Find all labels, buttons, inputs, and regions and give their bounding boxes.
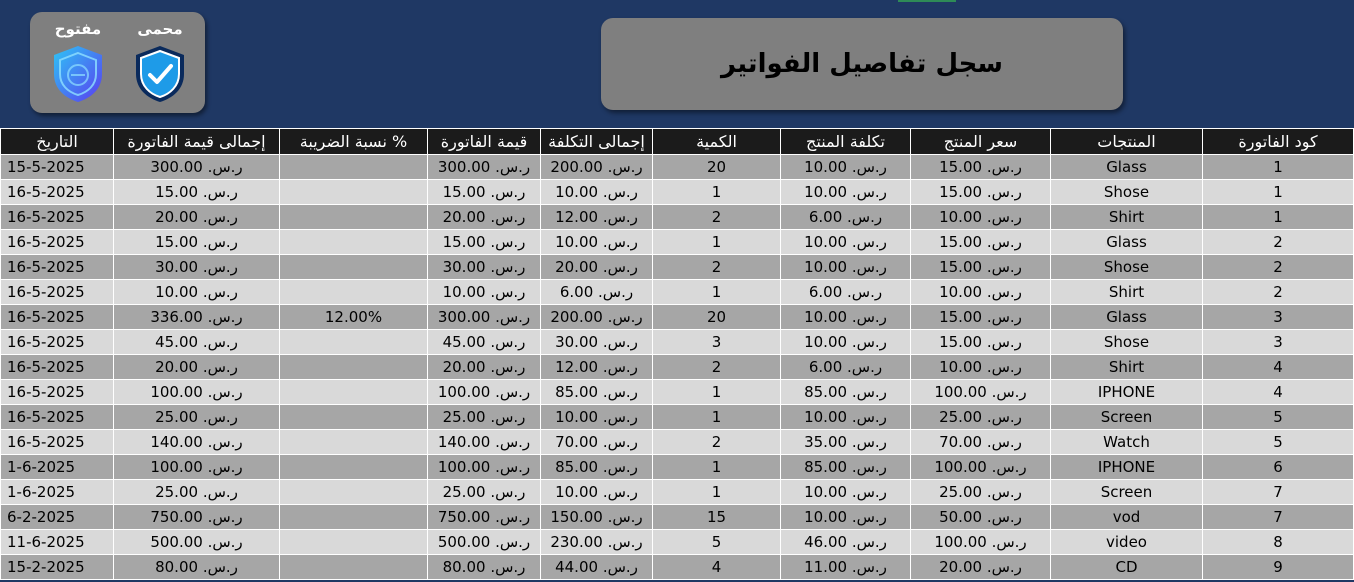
product-cost-cell[interactable]: ر.س. 10.00	[781, 305, 911, 330]
total-cost-cell[interactable]: ر.س. 70.00	[541, 430, 653, 455]
table-header-row	[1, 129, 1354, 155]
date-cell[interactable]: 16-5-2025	[1, 355, 114, 380]
quantity-cell[interactable]: 3	[653, 330, 781, 355]
date-cell[interactable]: 16-5-2025	[1, 255, 114, 280]
grand-total-cell[interactable]: ر.س. 500.00	[114, 530, 280, 555]
column-header-product-cost[interactable]: تكلفة المنتج	[781, 129, 911, 155]
invoice-value-cell[interactable]: ر.س. 30.00	[428, 255, 541, 280]
invoice-code-cell[interactable]: 5	[1203, 430, 1354, 455]
product-price-cell[interactable]: ر.س. 10.00	[911, 355, 1051, 380]
invoice-value-cell[interactable]: ر.س. 45.00	[428, 330, 541, 355]
invoice-code-cell[interactable]: 8	[1203, 530, 1354, 555]
date-cell[interactable]: 16-5-2025	[1, 430, 114, 455]
product-cell[interactable]: Shose	[1051, 330, 1203, 355]
date-cell[interactable]: 16-5-2025	[1, 205, 114, 230]
grand-total-cell[interactable]: ر.س. 336.00	[114, 305, 280, 330]
product-cost-cell[interactable]: ر.س. 6.00	[781, 280, 911, 305]
date-cell[interactable]: 1-6-2025	[1, 455, 114, 480]
product-cell[interactable]: Glass	[1051, 230, 1203, 255]
product-cell[interactable]: Shose	[1051, 255, 1203, 280]
total-cost-cell[interactable]: ر.س. 6.00	[541, 280, 653, 305]
table-row	[1, 405, 1354, 430]
table-row	[1, 205, 1354, 230]
table-row	[1, 355, 1354, 380]
quantity-cell[interactable]: 1	[653, 230, 781, 255]
quantity-cell[interactable]: 2	[653, 205, 781, 230]
date-cell[interactable]: 16-5-2025	[1, 405, 114, 430]
invoice-value-cell[interactable]: ر.س. 80.00	[428, 555, 541, 580]
protection-panel	[30, 12, 205, 113]
quantity-cell[interactable]: 15	[653, 505, 781, 530]
tax-rate-cell[interactable]	[280, 180, 428, 205]
product-cell[interactable]: Watch	[1051, 430, 1203, 455]
invoice-code-cell[interactable]: 4	[1203, 355, 1354, 380]
tax-rate-cell[interactable]	[280, 230, 428, 255]
invoice-value-cell[interactable]: ر.س. 100.00	[428, 380, 541, 405]
product-cost-cell[interactable]: ر.س. 85.00	[781, 380, 911, 405]
grand-total-cell[interactable]: ر.س. 750.00	[114, 505, 280, 530]
total-cost-cell[interactable]: ر.س. 200.00	[541, 155, 653, 180]
product-price-cell[interactable]: ر.س. 15.00	[911, 305, 1051, 330]
product-cell[interactable]: IPHONE	[1051, 455, 1203, 480]
product-price-cell[interactable]: ر.س. 15.00	[911, 155, 1051, 180]
column-header-tax-rate[interactable]: نسبة الضريبة %	[280, 129, 428, 155]
invoice-code-cell[interactable]: 7	[1203, 505, 1354, 530]
product-cost-cell[interactable]: ر.س. 10.00	[781, 480, 911, 505]
table-row	[1, 230, 1354, 255]
invoice-code-cell[interactable]: 3	[1203, 305, 1354, 330]
quantity-cell[interactable]: 1	[653, 405, 781, 430]
table-row	[1, 505, 1354, 530]
total-cost-cell[interactable]: ر.س. 10.00	[541, 480, 653, 505]
date-cell[interactable]: 15-2-2025	[1, 555, 114, 580]
invoice-code-cell[interactable]: 5	[1203, 405, 1354, 430]
invoice-value-cell[interactable]: ر.س. 20.00	[428, 205, 541, 230]
total-cost-cell[interactable]: ر.س. 200.00	[541, 305, 653, 330]
product-cost-cell[interactable]: ر.س. 10.00	[781, 505, 911, 530]
quantity-cell[interactable]: 2	[653, 255, 781, 280]
total-cost-cell[interactable]: ر.س. 150.00	[541, 505, 653, 530]
grand-total-cell[interactable]: ر.س. 15.00	[114, 180, 280, 205]
product-cost-cell[interactable]: ر.س. 10.00	[781, 255, 911, 280]
invoice-value-cell[interactable]: ر.س. 300.00	[428, 155, 541, 180]
table-row	[1, 430, 1354, 455]
invoice-code-cell[interactable]: 1	[1203, 155, 1354, 180]
product-cost-cell[interactable]: ر.س. 10.00	[781, 230, 911, 255]
product-cost-cell[interactable]: ر.س. 10.00	[781, 180, 911, 205]
quantity-cell[interactable]: 1	[653, 380, 781, 405]
grand-total-cell[interactable]: ر.س. 25.00	[114, 480, 280, 505]
tax-rate-cell[interactable]	[280, 155, 428, 180]
total-cost-cell[interactable]: ر.س. 44.00	[541, 555, 653, 580]
table-row	[1, 455, 1354, 480]
product-cost-cell[interactable]: ر.س. 11.00	[781, 555, 911, 580]
date-cell[interactable]: 1-6-2025	[1, 480, 114, 505]
invoice-value-cell[interactable]: ر.س. 750.00	[428, 505, 541, 530]
product-price-cell[interactable]: ر.س. 100.00	[911, 455, 1051, 480]
column-header-quantity[interactable]: الكمية	[653, 129, 781, 155]
column-header-date[interactable]: التاريخ	[1, 129, 114, 155]
invoice-code-cell[interactable]: 9	[1203, 555, 1354, 580]
top-accent-line	[898, 0, 956, 2]
grand-total-cell[interactable]: ر.س. 30.00	[114, 255, 280, 280]
date-cell[interactable]: 16-5-2025	[1, 230, 114, 255]
column-header-invoice-value[interactable]: قيمة الفاتورة	[428, 129, 541, 155]
page-title: سجل تفاصيل الفواتير	[601, 18, 1123, 110]
table-row	[1, 530, 1354, 555]
product-price-cell[interactable]: ر.س. 10.00	[911, 280, 1051, 305]
product-price-cell[interactable]: ر.س. 70.00	[911, 430, 1051, 455]
quantity-cell[interactable]: 1	[653, 455, 781, 480]
tax-rate-cell[interactable]: 12.00%	[280, 305, 428, 330]
product-cell[interactable]: Glass	[1051, 155, 1203, 180]
date-cell[interactable]: 11-6-2025	[1, 530, 114, 555]
column-header-grand-total[interactable]: إجمالى قيمة الفاتورة	[114, 129, 280, 155]
quantity-cell[interactable]: 2	[653, 430, 781, 455]
product-cost-cell[interactable]: ر.س. 85.00	[781, 455, 911, 480]
tax-rate-cell[interactable]	[280, 530, 428, 555]
grand-total-cell[interactable]: ر.س. 300.00	[114, 155, 280, 180]
quantity-cell[interactable]: 1	[653, 180, 781, 205]
product-cost-cell[interactable]: ر.س. 35.00	[781, 430, 911, 455]
product-cell[interactable]: vod	[1051, 505, 1203, 530]
product-price-cell[interactable]: ر.س. 15.00	[911, 330, 1051, 355]
protect-sheet-button[interactable]	[125, 18, 195, 104]
invoice-value-cell[interactable]: ر.س. 15.00	[428, 180, 541, 205]
tax-rate-cell[interactable]	[280, 280, 428, 305]
quantity-cell[interactable]: 20	[653, 305, 781, 330]
product-cell[interactable]: Glass	[1051, 305, 1203, 330]
product-price-cell[interactable]: ر.س. 25.00	[911, 405, 1051, 430]
invoice-value-cell[interactable]: ر.س. 25.00	[428, 405, 541, 430]
total-cost-cell[interactable]: ر.س. 85.00	[541, 455, 653, 480]
tax-rate-cell[interactable]	[280, 380, 428, 405]
protected-label: محمى	[137, 20, 183, 38]
table-row	[1, 155, 1354, 180]
invoice-code-cell[interactable]: 2	[1203, 280, 1354, 305]
tax-rate-cell[interactable]	[280, 405, 428, 430]
table-row	[1, 180, 1354, 205]
total-cost-cell[interactable]: ر.س. 85.00	[541, 380, 653, 405]
product-cell[interactable]: CD	[1051, 555, 1203, 580]
product-cell[interactable]: Screen	[1051, 405, 1203, 430]
product-price-cell[interactable]: ر.س. 15.00	[911, 180, 1051, 205]
quantity-cell[interactable]: 1	[653, 480, 781, 505]
tax-rate-cell[interactable]	[280, 255, 428, 280]
total-cost-cell[interactable]: ر.س. 12.00	[541, 205, 653, 230]
grand-total-cell[interactable]: ر.س. 100.00	[114, 380, 280, 405]
invoice-code-cell[interactable]: 3	[1203, 330, 1354, 355]
column-header-products[interactable]: المنتجات	[1051, 129, 1203, 155]
invoice-value-cell[interactable]: ر.س. 15.00	[428, 230, 541, 255]
invoice-code-cell[interactable]: 7	[1203, 480, 1354, 505]
product-cost-cell[interactable]: ر.س. 6.00	[781, 205, 911, 230]
column-header-total-cost[interactable]: إجمالى التكلفة	[541, 129, 653, 155]
invoice-code-cell[interactable]: 1	[1203, 205, 1354, 230]
tax-rate-cell[interactable]	[280, 330, 428, 355]
invoices-table	[0, 128, 1354, 580]
grand-total-cell[interactable]: ر.س. 100.00	[114, 455, 280, 480]
product-price-cell[interactable]: ر.س. 20.00	[911, 555, 1051, 580]
total-cost-cell[interactable]: ر.س. 10.00	[541, 405, 653, 430]
invoice-value-cell[interactable]: ر.س. 140.00	[428, 430, 541, 455]
grand-total-cell[interactable]: ر.س. 20.00	[114, 355, 280, 380]
quantity-cell[interactable]: 5	[653, 530, 781, 555]
product-cost-cell[interactable]: ر.س. 46.00	[781, 530, 911, 555]
total-cost-cell[interactable]: ر.س. 230.00	[541, 530, 653, 555]
product-cost-cell[interactable]: ر.س. 10.00	[781, 155, 911, 180]
product-cell[interactable]: Shirt	[1051, 205, 1203, 230]
table-row	[1, 555, 1354, 580]
total-cost-cell[interactable]: ر.س. 10.00	[541, 180, 653, 205]
product-cell[interactable]: Shose	[1051, 180, 1203, 205]
product-cost-cell[interactable]: ر.س. 10.00	[781, 405, 911, 430]
column-header-invoice-code[interactable]: كود الفاتورة	[1203, 129, 1354, 155]
invoice-code-cell[interactable]: 1	[1203, 180, 1354, 205]
product-price-cell[interactable]: ر.س. 25.00	[911, 480, 1051, 505]
product-cell[interactable]: Shirt	[1051, 280, 1203, 305]
product-cell[interactable]: Shirt	[1051, 355, 1203, 380]
grand-total-cell[interactable]: ر.س. 15.00	[114, 230, 280, 255]
table-row	[1, 380, 1354, 405]
open-label: مفتوح	[54, 20, 102, 38]
product-price-cell[interactable]: ر.س. 50.00	[911, 505, 1051, 530]
quantity-cell[interactable]: 20	[653, 155, 781, 180]
quantity-cell[interactable]: 2	[653, 355, 781, 380]
quantity-cell[interactable]: 1	[653, 280, 781, 305]
grand-total-cell[interactable]: ر.س. 20.00	[114, 205, 280, 230]
tax-rate-cell[interactable]	[280, 355, 428, 380]
table-row	[1, 480, 1354, 505]
grand-total-cell[interactable]: ر.س. 10.00	[114, 280, 280, 305]
date-cell[interactable]: 15-5-2025	[1, 155, 114, 180]
product-cell[interactable]: video	[1051, 530, 1203, 555]
product-price-cell[interactable]: ر.س. 10.00	[911, 205, 1051, 230]
invoice-value-cell[interactable]: ر.س. 500.00	[428, 530, 541, 555]
tax-rate-cell[interactable]	[280, 555, 428, 580]
open-sheet-button[interactable]	[43, 18, 113, 104]
open-shield-icon	[51, 44, 105, 104]
date-cell[interactable]: 16-5-2025	[1, 180, 114, 205]
product-cost-cell[interactable]: ر.س. 10.00	[781, 330, 911, 355]
invoice-code-cell[interactable]: 2	[1203, 255, 1354, 280]
table-row	[1, 280, 1354, 305]
product-price-cell[interactable]: ر.س. 100.00	[911, 380, 1051, 405]
tax-rate-cell[interactable]	[280, 205, 428, 230]
table-row	[1, 330, 1354, 355]
invoice-value-cell[interactable]: ر.س. 10.00	[428, 280, 541, 305]
total-cost-cell[interactable]: ر.س. 12.00	[541, 355, 653, 380]
invoice-code-cell[interactable]: 4	[1203, 380, 1354, 405]
protected-shield-icon	[133, 44, 187, 104]
total-cost-cell[interactable]: ر.س. 30.00	[541, 330, 653, 355]
tax-rate-cell[interactable]	[280, 505, 428, 530]
tax-rate-cell[interactable]	[280, 430, 428, 455]
product-price-cell[interactable]: ر.س. 100.00	[911, 530, 1051, 555]
invoice-value-cell[interactable]: ر.س. 300.00	[428, 305, 541, 330]
date-cell[interactable]: 16-5-2025	[1, 380, 114, 405]
column-header-product-price[interactable]: سعر المنتج	[911, 129, 1051, 155]
product-cell[interactable]: IPHONE	[1051, 380, 1203, 405]
invoice-value-cell[interactable]: ر.س. 20.00	[428, 355, 541, 380]
date-cell[interactable]: 16-5-2025	[1, 305, 114, 330]
tax-rate-cell[interactable]	[280, 480, 428, 505]
product-price-cell[interactable]: ر.س. 15.00	[911, 230, 1051, 255]
total-cost-cell[interactable]: ر.س. 20.00	[541, 255, 653, 280]
date-cell[interactable]: 16-5-2025	[1, 280, 114, 305]
product-price-cell[interactable]: ر.س. 15.00	[911, 255, 1051, 280]
date-cell[interactable]: 16-5-2025	[1, 330, 114, 355]
grand-total-cell[interactable]: ر.س. 45.00	[114, 330, 280, 355]
table-row	[1, 305, 1354, 330]
grand-total-cell[interactable]: ر.س. 25.00	[114, 405, 280, 430]
product-cost-cell[interactable]: ر.س. 6.00	[781, 355, 911, 380]
grand-total-cell[interactable]: ر.س. 140.00	[114, 430, 280, 455]
table-row	[1, 255, 1354, 280]
invoice-code-cell[interactable]: 2	[1203, 230, 1354, 255]
tax-rate-cell[interactable]	[280, 455, 428, 480]
date-cell[interactable]: 6-2-2025	[1, 505, 114, 530]
product-cell[interactable]: Screen	[1051, 480, 1203, 505]
grand-total-cell[interactable]: ر.س. 80.00	[114, 555, 280, 580]
invoice-value-cell[interactable]: ر.س. 25.00	[428, 480, 541, 505]
invoice-value-cell[interactable]: ر.س. 100.00	[428, 455, 541, 480]
quantity-cell[interactable]: 4	[653, 555, 781, 580]
invoice-code-cell[interactable]: 6	[1203, 455, 1354, 480]
total-cost-cell[interactable]: ر.س. 10.00	[541, 230, 653, 255]
